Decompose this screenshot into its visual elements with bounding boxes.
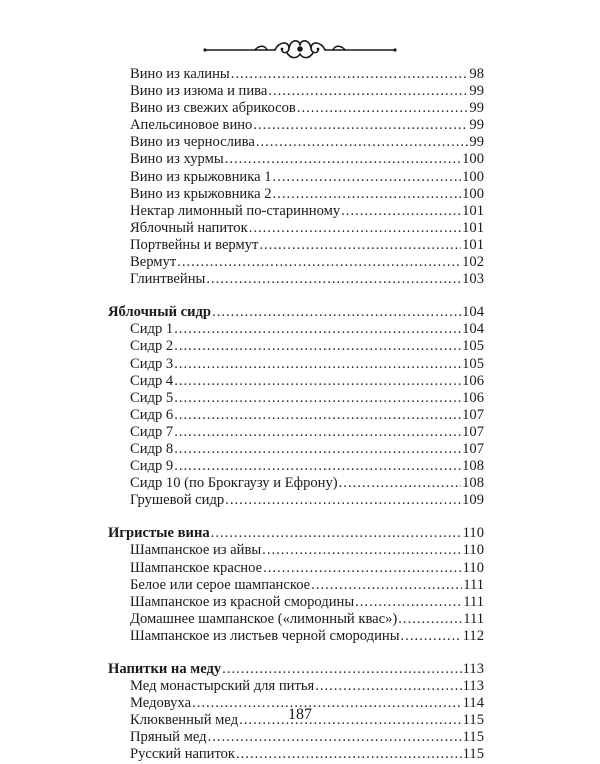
entry-page: 115 xyxy=(462,746,484,763)
toc-entry xyxy=(108,492,484,509)
entry-page: 107 xyxy=(462,423,484,440)
entry-title: Сидр 7 xyxy=(130,423,174,440)
dot-leader xyxy=(341,203,461,220)
toc-entry xyxy=(108,83,484,100)
dot-leader xyxy=(174,441,461,458)
toc-entry xyxy=(108,628,484,645)
entry-page: 111 xyxy=(463,576,484,593)
entry-title: Домашнее шампанское («лимонный квас») xyxy=(130,610,398,627)
entry-page: 101 xyxy=(462,202,484,219)
page-number: 187 xyxy=(288,706,312,723)
entry-page: 99 xyxy=(469,83,484,100)
section-heading xyxy=(108,525,484,542)
entry-page: 103 xyxy=(462,271,484,288)
entry-page: 102 xyxy=(462,254,484,271)
entry-page: 100 xyxy=(462,168,484,185)
entry-title: Сидр 1 xyxy=(130,321,174,338)
dot-leader xyxy=(398,611,462,628)
dot-leader xyxy=(339,475,461,492)
entry-page: 107 xyxy=(462,406,484,423)
entry-page: 99 xyxy=(469,100,484,117)
entry-title: Мед монастырский для питья xyxy=(130,678,315,695)
entry-page: 111 xyxy=(463,593,484,610)
entry-title: Шампанское из айвы xyxy=(130,542,262,559)
dot-leader xyxy=(177,254,461,271)
dot-leader xyxy=(311,577,462,594)
toc-entry xyxy=(108,594,484,611)
entry-title: Вино из крыжовника 2 xyxy=(130,185,272,202)
entry-page: 110 xyxy=(462,559,484,576)
dot-leader xyxy=(225,151,461,168)
toc-entry xyxy=(108,729,484,746)
entry-title: Апельсиновое вино xyxy=(130,117,253,134)
dot-leader xyxy=(236,746,462,763)
toc-entry xyxy=(108,100,484,117)
toc-entry xyxy=(108,271,484,288)
toc-entry xyxy=(108,203,484,220)
entry-page: 110 xyxy=(462,525,484,542)
dot-leader xyxy=(174,390,461,407)
dot-leader xyxy=(249,220,461,237)
dot-leader xyxy=(174,356,461,373)
toc-entry xyxy=(108,678,484,695)
entry-title: Клюквенный мед xyxy=(130,712,239,729)
entry-title: Портвейны и вермут xyxy=(130,236,259,253)
dot-leader xyxy=(222,661,461,678)
toc-entry xyxy=(108,66,484,83)
toc-entry xyxy=(108,338,484,355)
entry-page: 111 xyxy=(463,610,484,627)
toc-entry xyxy=(108,151,484,168)
toc-entry xyxy=(108,560,484,577)
section-gap xyxy=(108,645,484,661)
dot-leader xyxy=(231,66,469,83)
toc-entry xyxy=(108,373,484,390)
entry-page: 115 xyxy=(462,712,484,729)
decorative-scroll-icon xyxy=(195,35,405,65)
dot-leader xyxy=(174,424,461,441)
entry-title: Шампанское красное xyxy=(130,559,263,576)
entry-title: Яблочный напиток xyxy=(130,219,248,236)
dot-leader xyxy=(263,560,462,577)
entry-page: 109 xyxy=(462,492,484,509)
table-of-contents xyxy=(108,66,484,764)
entry-page: 101 xyxy=(462,236,484,253)
entry-title: Вино из свежих абрикосов xyxy=(130,100,296,117)
entry-page: 113 xyxy=(462,661,484,677)
entry-page: 106 xyxy=(462,372,484,389)
entry-page: 104 xyxy=(462,321,484,338)
dot-leader xyxy=(253,117,468,134)
entry-page: 112 xyxy=(462,627,484,644)
entry-title: Глинтвейны xyxy=(130,271,206,288)
toc-entry xyxy=(108,407,484,424)
section-gap xyxy=(108,509,484,525)
toc-entry xyxy=(108,611,484,628)
toc-entry xyxy=(108,542,484,559)
entry-page: 98 xyxy=(469,66,484,82)
entry-title: Игристые вина xyxy=(108,525,210,542)
toc-entry xyxy=(108,186,484,203)
toc-entry xyxy=(108,254,484,271)
dot-leader xyxy=(256,134,469,151)
entry-title: Нектар лимонный по-старинному xyxy=(130,202,341,219)
entry-title: Сидр 2 xyxy=(130,338,174,355)
toc-entry xyxy=(108,220,484,237)
toc-entry xyxy=(108,390,484,407)
entry-title: Сидр 5 xyxy=(130,389,174,406)
toc-entry xyxy=(108,117,484,134)
entry-page: 108 xyxy=(462,475,484,492)
dot-leader xyxy=(268,83,468,100)
toc-entry xyxy=(108,321,484,338)
entry-title: Вермут xyxy=(130,254,177,271)
dot-leader xyxy=(174,373,461,390)
dot-leader xyxy=(315,678,461,695)
section-heading xyxy=(108,304,484,321)
entry-title: Сидр 8 xyxy=(130,440,174,457)
entry-title: Пряный мед xyxy=(130,729,207,746)
entry-title: Медовуха xyxy=(130,695,192,712)
entry-title: Шампанское из красной смородины xyxy=(130,593,355,610)
entry-page: 100 xyxy=(462,185,484,202)
dot-leader xyxy=(174,458,461,475)
entry-title: Сидр 4 xyxy=(130,372,174,389)
entry-title: Грушевой сидр xyxy=(130,492,225,509)
entry-title: Напитки на меду xyxy=(108,661,222,677)
entry-title: Вино из калины xyxy=(130,66,230,82)
dot-leader xyxy=(259,237,461,254)
entry-page: 105 xyxy=(462,338,484,355)
dot-leader xyxy=(401,628,462,645)
toc-entry xyxy=(108,458,484,475)
entry-title: Сидр 3 xyxy=(130,355,174,372)
dot-leader xyxy=(273,186,462,203)
entry-title: Русский напиток xyxy=(130,746,236,763)
entry-page: 100 xyxy=(462,151,484,168)
toc-entry xyxy=(108,356,484,373)
entry-page: 104 xyxy=(462,304,484,321)
entry-page: 114 xyxy=(462,695,484,712)
dot-leader xyxy=(174,407,461,424)
toc-entry xyxy=(108,746,484,763)
toc-entry xyxy=(108,424,484,441)
entry-page: 105 xyxy=(462,355,484,372)
entry-title: Яблочный сидр xyxy=(108,304,212,321)
dot-leader xyxy=(225,492,461,509)
dot-leader xyxy=(174,321,461,338)
section-gap xyxy=(108,288,484,304)
entry-title: Вино из изюма и пива xyxy=(130,83,268,100)
entry-title: Шампанское из листьев черной смородины xyxy=(130,627,400,644)
toc-entry xyxy=(108,134,484,151)
section-heading xyxy=(108,661,484,678)
dot-leader xyxy=(273,169,462,186)
dot-leader xyxy=(208,729,462,746)
entry-title: Сидр 6 xyxy=(130,406,174,423)
entry-page: 99 xyxy=(469,117,484,134)
entry-page: 101 xyxy=(462,219,484,236)
entry-page: 99 xyxy=(469,134,484,151)
toc-entry xyxy=(108,475,484,492)
entry-title: Сидр 9 xyxy=(130,458,174,475)
dot-leader xyxy=(206,271,461,288)
entry-title: Сидр 10 (по Брокгаузу и Ефрону) xyxy=(130,475,338,492)
entry-page: 110 xyxy=(462,542,484,559)
toc-entry xyxy=(108,169,484,186)
entry-title: Вино из крыжовника 1 xyxy=(130,168,272,185)
dot-leader xyxy=(174,338,461,355)
dot-leader xyxy=(212,304,461,321)
entry-page: 107 xyxy=(462,440,484,457)
entry-page: 113 xyxy=(462,678,484,695)
toc-entry xyxy=(108,441,484,458)
toc-entry xyxy=(108,577,484,594)
entry-title: Вино из чернослива xyxy=(130,134,255,151)
dot-leader xyxy=(262,542,461,559)
dot-leader xyxy=(211,525,462,542)
entry-title: Вино из хурмы xyxy=(130,151,224,168)
entry-title: Белое или серое шампанское xyxy=(130,576,311,593)
entry-page: 115 xyxy=(462,729,484,746)
entry-page: 106 xyxy=(462,389,484,406)
entry-page: 108 xyxy=(462,458,484,475)
dot-leader xyxy=(355,594,462,611)
toc-entry xyxy=(108,237,484,254)
dot-leader xyxy=(297,100,469,117)
